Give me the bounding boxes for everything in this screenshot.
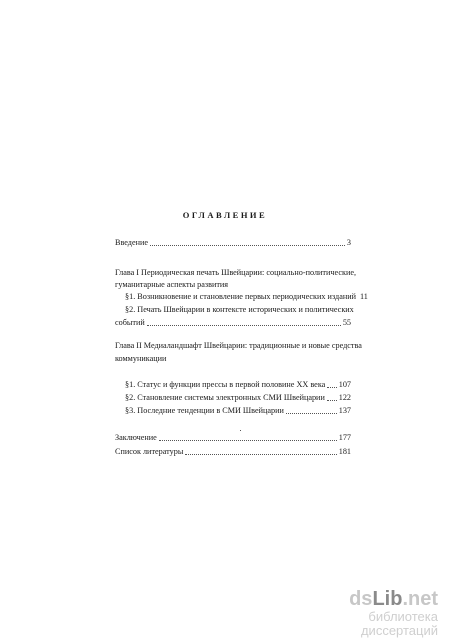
watermark-logo-part: Lib	[372, 588, 403, 610]
toc-entry-label: §3. Последние тенденции в СМИ Швейцарии	[125, 406, 284, 415]
toc-entry-page: 122	[338, 393, 351, 402]
toc-entry-label: Заключение	[115, 433, 157, 442]
watermark-subtitle: библиотека диссертаций	[360, 609, 438, 638]
toc-entry-page: 181	[338, 447, 351, 456]
dot-leader	[286, 412, 337, 414]
toc-entry-ch1-s2[interactable]	[115, 318, 351, 328]
toc-entry-label: §1. Статус и функции прессы в первой половине XX века	[125, 380, 326, 389]
chapter-2-heading-line2: коммуникации	[115, 354, 167, 363]
toc-entry-ch1-s2-line1: §2. Печать Швейцарии в контексте исторических и политических	[125, 305, 354, 314]
chapter-1-heading-line1: Глава I Периодическая печать Швейцарии: социально-политические,	[115, 268, 357, 277]
toc-entry-ch1-s1[interactable]	[125, 292, 368, 302]
dot-leader	[327, 386, 336, 388]
toc-entry-label: событий	[115, 318, 145, 327]
scan-speck	[240, 430, 241, 431]
watermark-logo	[288, 588, 438, 610]
dot-leader	[147, 324, 341, 326]
toc-entry-page: 107	[338, 380, 351, 389]
toc-entry-page: 3	[346, 238, 351, 247]
toc-entry-label: Введение	[115, 238, 149, 247]
toc-entry-page: 55	[342, 318, 351, 327]
toc-entry-page: 11	[359, 292, 368, 301]
toc-entry-label: §2. Становление системы электронных СМИ Швейцарии	[125, 393, 325, 402]
toc-entry-label: Список литературы	[115, 447, 184, 456]
toc-entry-conclusion[interactable]	[115, 433, 351, 443]
dot-leader	[185, 453, 336, 455]
toc-entry-intro[interactable]	[115, 238, 351, 248]
toc-entry-ch2-s3[interactable]	[125, 406, 351, 416]
dot-leader	[327, 399, 337, 401]
toc-entry-bibliography[interactable]	[115, 447, 351, 457]
toc-entry-ch2-s1[interactable]	[125, 380, 351, 390]
chapter-1-heading-line2: гуманитарные аспекты развития	[115, 280, 229, 289]
watermark-logo-part: ds	[349, 588, 373, 610]
dslib-watermark	[288, 588, 438, 638]
toc-entry-page: 137	[338, 406, 351, 415]
toc-title: ОГЛАВЛЕНИЕ	[182, 210, 268, 220]
chapter-2-heading-line1: Глава II Медиаландшафт Швейцарии: традиционные и новые средства	[115, 341, 362, 350]
toc-entry-page: 177	[338, 433, 351, 442]
toc-entry-label: §1. Возникновение и становление первых периодических изданий	[125, 292, 356, 301]
watermark-logo-part: .net	[402, 588, 438, 610]
toc-entry-ch2-s2[interactable]	[125, 393, 351, 403]
dot-leader	[159, 439, 337, 441]
dot-leader	[150, 244, 345, 246]
